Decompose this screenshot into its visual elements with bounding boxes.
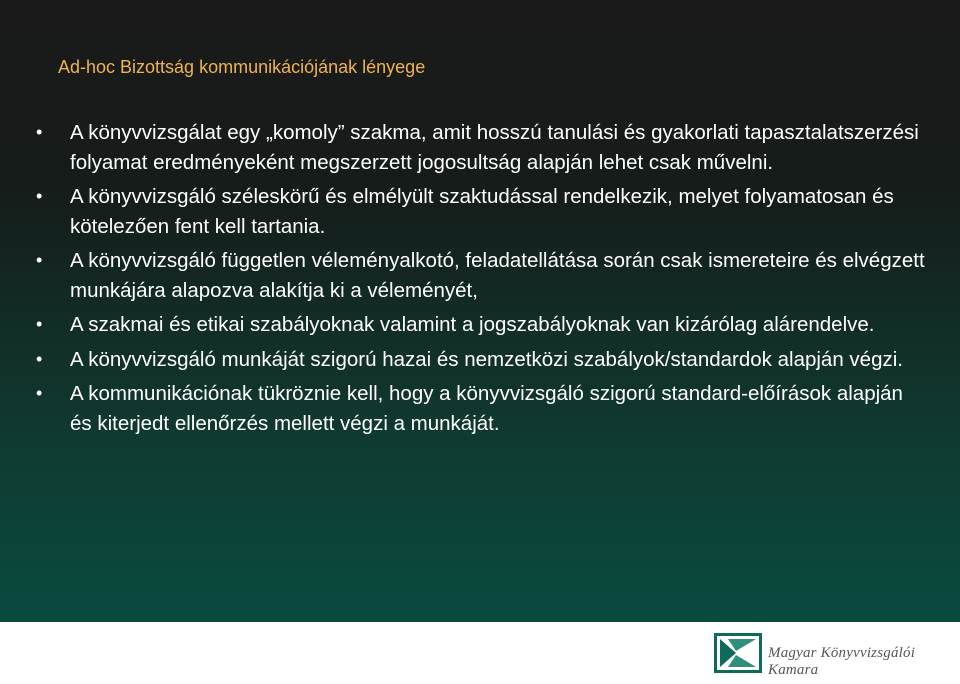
bullet-text: A könyvvizsgáló munkáját szigorú hazai és nemzetközi szabályok/standardok alapján végzi. [70,347,903,371]
bullet-icon: • [36,348,43,369]
list-item [36,118,926,177]
bullet-icon: • [36,186,43,206]
list-item [36,310,926,340]
list-item [36,345,926,375]
bullet-icon: • [36,250,43,270]
bullet-icon: • [36,314,43,334]
list-item [36,246,926,305]
bullet-text: A kommunikációnak tükröznie kell, hogy a könyvvizsgáló szigorú standard-előírások alapján és kiterjedt ellenőrzés mellett végzi a munkáját. [70,382,903,435]
bullet-text: A szakmai és etikai szabályoknak valamint a jogszabályoknak van kizárólag alárendelve. [70,313,875,336]
bullet-text: A könyvvizsgáló független véleményalkotó, feladatellátása során csak ismereteire és elvégzett munkájára alapozva alakítja ki a véleményét, [70,249,925,302]
list-item [36,182,926,241]
bullet-icon: • [36,122,43,142]
bullet-icon: • [36,383,43,403]
slide-title: Ad-hoc Bizottság kommunikációjának lényege [58,57,426,77]
logo-text: Magyar Könyvvizsgálói Kamara [768,645,916,678]
bullet-list [36,118,926,443]
chamber-logo-icon [714,633,762,673]
list-item [36,379,926,438]
bullet-text: A könyvvizsgáló széleskörű és elmélyült szaktudással rendelkezik, melyet folyamatosan és kötelezően fent kell tartania. [70,185,894,238]
bullet-text: A könyvvizsgálat egy „komoly” szakma, amit hosszú tanulási és gyakorlati tapasztalatszerzési folyamat eredményeként megszerzett jogosultság alapján lehet csak művelni. [70,121,919,174]
